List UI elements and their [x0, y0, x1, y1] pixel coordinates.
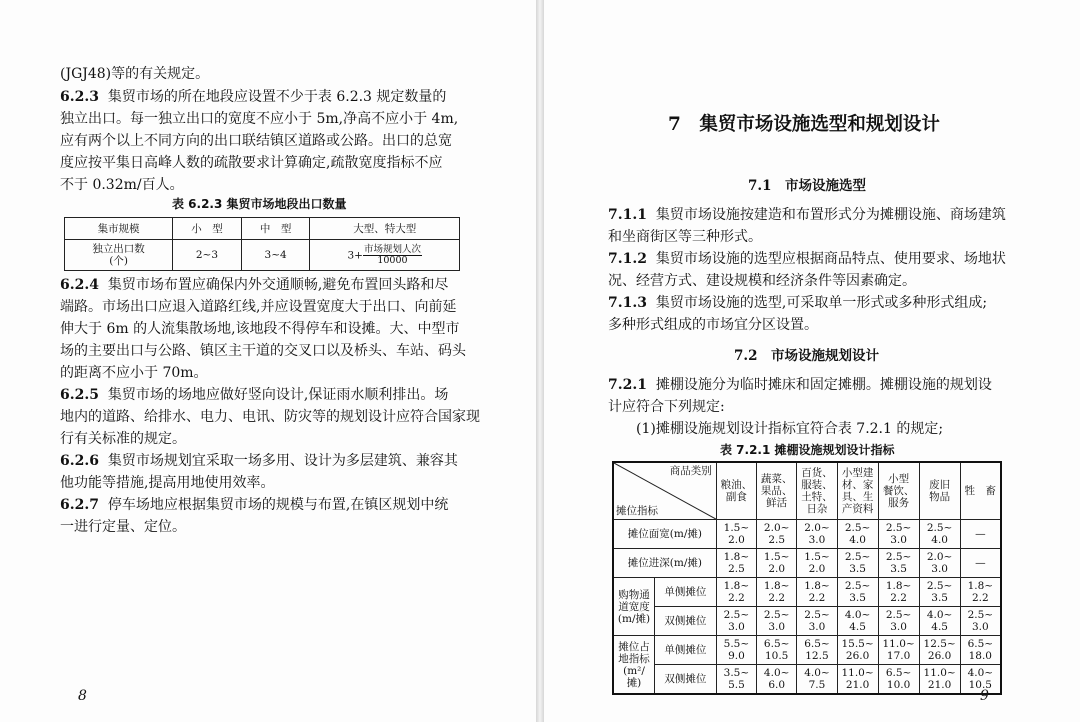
- table-cell: [919, 578, 960, 607]
- table-cell: [878, 549, 919, 578]
- cell-line: 餐饮、: [882, 485, 915, 497]
- table-cell: [878, 607, 919, 636]
- cell-line: 4.0~: [804, 667, 830, 679]
- cell-line: 2.2: [728, 592, 745, 604]
- cell-line: 2.5~: [844, 580, 871, 592]
- table-cell: 3~4: [241, 240, 310, 271]
- clause-number: 6.2.6: [60, 453, 99, 469]
- table-cell: [960, 636, 1001, 665]
- chapter-title: 7 集贸市场设施选型和规划设计: [668, 114, 940, 135]
- category-header: [837, 462, 878, 520]
- cell-line: 3.5: [890, 563, 907, 575]
- clause-number: 6.2.5: [60, 387, 99, 403]
- sub-row-label: [655, 636, 717, 665]
- cell-line: 1.8~: [723, 580, 750, 592]
- cell-line: 3.0: [890, 621, 907, 633]
- clause-text: 摊棚设施分为临时摊床和固定摊棚。摊棚设施的规划设: [655, 377, 992, 393]
- cell-line: 2.5~: [967, 609, 994, 621]
- table-cell: [878, 578, 919, 607]
- table-cell: [757, 520, 797, 549]
- cell-line: 9.0: [728, 650, 745, 662]
- cell-line: 道宽度: [618, 600, 650, 613]
- cell-line: 2.0: [728, 534, 745, 546]
- cell-line: 3.0: [971, 621, 989, 633]
- cell-line: 2.5~: [763, 609, 790, 621]
- clause-number: 6.2.7: [60, 497, 99, 513]
- cell-line: 15.5~: [841, 638, 874, 650]
- table-corner-cell: [613, 462, 716, 520]
- clause-number: 7.1.2: [608, 251, 647, 267]
- cell-line: 12.5: [805, 650, 829, 662]
- paragraph-7-2-1-line: [608, 374, 992, 397]
- text-line: 多种形式组成的市场宜分区设置。: [608, 317, 818, 333]
- table-cell: [716, 636, 756, 665]
- table-cell: [716, 549, 756, 578]
- text-line: 场的主要出口与公路、镇区主干道的交叉口以及桥头、车站、码头: [60, 343, 466, 359]
- cell-line: 6.5~: [885, 667, 912, 679]
- category-header: [919, 462, 960, 520]
- cell-line: 2.5~: [885, 522, 912, 534]
- cell-line: 18.0: [968, 650, 992, 662]
- text-line: 的距离不应小于 70m。: [60, 365, 208, 381]
- category-header: [797, 462, 837, 520]
- cell-line: 双侧摊位: [664, 615, 707, 627]
- text-line: 计应符合下列规定:: [608, 399, 725, 415]
- cell-line: 6.5~: [763, 638, 790, 650]
- cell-line: 2.5: [768, 534, 786, 546]
- table-cell: [960, 607, 1001, 636]
- cell-line: 2.2: [768, 592, 786, 604]
- table-cell: [757, 607, 797, 636]
- cell-line: 12.5~: [923, 638, 956, 650]
- table-cell: [919, 549, 960, 578]
- cell-line: 4.0~: [763, 667, 790, 679]
- cell-line: —: [975, 557, 986, 569]
- cell-line: 10.5: [764, 650, 789, 662]
- cell-line: 单侧摊位: [664, 586, 707, 598]
- cell-line: 6.0: [768, 679, 786, 691]
- text-line: 度应按平集日高峰人数的疏散要求计算确定,疏散宽度指标不应: [60, 155, 443, 171]
- group-label: [613, 578, 655, 636]
- corner-top-label: 商品类别: [669, 465, 712, 477]
- cell-line: 副食: [725, 491, 747, 503]
- cell-line: 4.0: [931, 534, 948, 546]
- table-cell: [797, 549, 837, 578]
- category-header: [716, 462, 756, 520]
- cell-line: 具、生: [841, 491, 874, 503]
- clause-text: 集贸市场的场地应做好竖向设计,保证雨水顺利排出。场: [107, 387, 449, 403]
- clause-text: 集贸市场设施按建造和布置形式分为摊棚设施、商场建筑: [655, 207, 1006, 223]
- paragraph-6-2-5-line: [60, 384, 448, 407]
- cell-line: 地指标: [618, 652, 650, 665]
- cell-line: —: [975, 528, 986, 540]
- cell-line: 4.5: [931, 621, 948, 633]
- cell-line: 6.5~: [967, 638, 994, 650]
- cell-line: 摊位面宽(m/摊): [627, 528, 702, 540]
- cell-line: 2.2: [971, 592, 989, 604]
- table-cell: [716, 607, 756, 636]
- cell-line: 21.0: [845, 679, 870, 691]
- cell-line: 2.5~: [885, 609, 912, 621]
- section-heading: 7.2 市场设施规划设计: [734, 348, 879, 364]
- cell-line: 2.5~: [844, 551, 871, 563]
- cell-line: 3.0: [931, 563, 948, 575]
- row-label-line: (个): [109, 255, 128, 267]
- cell-line: 百货、: [801, 467, 833, 479]
- cell-line: 2.0~: [926, 551, 953, 563]
- cell-line: 物品: [929, 491, 951, 503]
- cell-line: 2.5~: [844, 522, 871, 534]
- cell-line: 购物通: [618, 588, 650, 601]
- cell-line: 4.5: [849, 621, 866, 633]
- cell-line: 6.5~: [804, 638, 830, 650]
- table-cell: [757, 636, 797, 665]
- fraction-numerator: 市场规划人次: [363, 243, 421, 255]
- text-line: 行有关标准的规定。: [60, 431, 186, 447]
- table-cell: [797, 665, 837, 695]
- clause-number: 6.2.4: [60, 277, 99, 293]
- paragraph-6-2-6-line: [60, 450, 458, 473]
- table-caption: 表 7.2.1 摊棚设施规划设计指标: [720, 443, 895, 457]
- sub-row-label: [655, 607, 717, 636]
- cell-line: 2.0: [808, 563, 826, 575]
- fraction-denominator: 10000: [377, 254, 408, 266]
- cell-line: 11.0~: [923, 667, 956, 679]
- table-cell: [757, 578, 797, 607]
- clause-text: 集贸市场规划宜采取一场多用、设计为多层建筑、兼容其: [107, 453, 458, 469]
- cell-line: 日杂: [806, 503, 828, 515]
- cell-line: 1.8~: [763, 580, 790, 592]
- clause-text: 集贸市场的所在地段应设置不少于表 6.2.3 规定数量的: [107, 89, 447, 105]
- table-cell: [797, 607, 837, 636]
- text-line: 他功能等措施,提高用地使用效率。: [60, 475, 275, 491]
- cell-line: 5.5: [728, 679, 745, 691]
- clause-number: 6.2.3: [60, 89, 99, 105]
- text-line: 和坐商街区等三种形式。: [608, 229, 762, 245]
- cell-line: 小型: [888, 473, 910, 485]
- clause-text: 停车场地应根据集贸市场的规模与布置,在镇区规划中统: [107, 497, 449, 513]
- table-cell: [878, 665, 919, 695]
- category-header: [757, 462, 797, 520]
- paragraph-7-1-1-line: [608, 204, 1006, 227]
- cell-line: 11.0~: [841, 667, 874, 679]
- left-page: [0, 0, 536, 722]
- table-cell: [837, 607, 878, 636]
- cell-line: 2.0~: [763, 522, 790, 534]
- text-line: 不于 0.32m/百人。: [60, 177, 184, 193]
- cell-line: 1.5~: [723, 522, 750, 534]
- cell-line: 3.0: [890, 534, 907, 546]
- cell-line: 3.5: [849, 563, 866, 575]
- table-cell: [797, 520, 837, 549]
- table-cell: [716, 578, 756, 607]
- table-cell: [919, 665, 960, 695]
- cell-line: 双侧摊位: [664, 673, 707, 685]
- table-header: 小 型: [173, 218, 242, 240]
- cell-line: 服务: [888, 497, 910, 509]
- cell-line: 3.0: [808, 621, 826, 633]
- cell-line: 粮油、: [720, 479, 753, 491]
- paragraph-6-2-4-line: [60, 274, 448, 297]
- cell-line: 1.8~: [967, 580, 994, 592]
- table-cell: [878, 636, 919, 665]
- table-cell: [837, 665, 878, 695]
- page-number: 8: [78, 688, 87, 704]
- table-cell: [878, 520, 919, 549]
- cell-line: 1.8~: [885, 580, 912, 592]
- book-gutter: [536, 0, 544, 722]
- clause-text: 集贸市场设施的选型,可采取单一形式或多种形式组成;: [655, 295, 988, 311]
- cell-line: 3.0: [808, 534, 826, 546]
- table-cell: [837, 578, 878, 607]
- table-header: 大型、特大型: [310, 218, 460, 240]
- cell-line: 10.5: [968, 679, 992, 691]
- text-line: 一进行定量、定位。: [60, 519, 186, 535]
- clause-number: 7.1.3: [608, 295, 647, 311]
- cell-line: 果品、: [760, 485, 793, 497]
- table-caption: 表 6.2.3 集贸市场地段出口数量: [172, 197, 347, 211]
- section-heading: 7.1 市场设施选型: [748, 178, 866, 194]
- paragraph-6-2-7-line: [60, 494, 448, 517]
- cell-line: 材、家: [841, 479, 874, 491]
- category-header: [960, 462, 1001, 520]
- text-line: 地内的道路、给排水、电力、电讯、防灾等的规划设计应符合国家现: [60, 409, 480, 425]
- cell-line: 17.0: [886, 650, 911, 662]
- cell-line: 2.0: [768, 563, 786, 575]
- cell-line: 3.0: [728, 621, 745, 633]
- cell-line: 3.5: [849, 592, 866, 604]
- text-line: 独立出口。每一独立出口的宽度不应小于 5m,净高不应小于 4m,: [60, 111, 459, 127]
- page-number: 9: [980, 688, 989, 704]
- cell-line: 鲜活: [766, 497, 788, 509]
- cell-line: 4.0~: [926, 609, 953, 621]
- cell-line: 1.5~: [763, 551, 790, 563]
- table-cell: [716, 665, 756, 695]
- cell-line: 26.0: [845, 650, 870, 662]
- row-label-line: 独立出口数: [92, 243, 145, 255]
- fraction: [363, 245, 422, 266]
- paragraph-7-1-2-line: [608, 248, 1006, 271]
- cell-line: 2.2: [808, 592, 826, 604]
- cell-line: 11.0~: [882, 638, 915, 650]
- table-cell: [837, 549, 878, 578]
- group-label: [613, 636, 655, 695]
- cell-line: 4.0~: [844, 609, 871, 621]
- sub-row-label: [655, 578, 717, 607]
- text-line: 端路。市场出口应退入道路红线,并应设置宽度大于出口、向前延: [60, 299, 457, 315]
- clause-text: 集贸市场设施的选型应根据商品特点、使用要求、场地状: [655, 251, 1006, 267]
- row-label: [613, 549, 716, 578]
- clause-number: 7.1.1: [608, 207, 647, 223]
- cell-line: 产资料: [841, 503, 874, 515]
- cell-line: (m/摊): [617, 612, 651, 625]
- table-7-2-1: [612, 461, 1002, 695]
- table-header: 集市规模: [65, 218, 173, 240]
- table-cell: [716, 520, 756, 549]
- cell-line: 1.5~: [804, 551, 830, 563]
- text-line: 伸大于 6m 的人流集散场地,该地段不得停车和设摊。大、中型市: [60, 321, 460, 337]
- table-cell: 2~3: [173, 240, 242, 271]
- cell-line: 7.5: [808, 679, 826, 691]
- category-header: [878, 462, 919, 520]
- table-cell: [837, 636, 878, 665]
- table-cell-formula: [310, 240, 460, 271]
- cell-line: 1.8~: [723, 551, 750, 563]
- table-cell: [919, 520, 960, 549]
- cell-line: 蔬菜、: [760, 473, 793, 485]
- cell-line: 2.2: [890, 592, 907, 604]
- cell-line: 2.5~: [926, 522, 953, 534]
- cell-line: 摊位占: [618, 640, 650, 653]
- table-6-2-3: [64, 217, 460, 271]
- cell-line: 21.0: [927, 679, 952, 691]
- table-cell: [757, 665, 797, 695]
- cell-line: 2.0~: [804, 522, 830, 534]
- cell-line: 10.0: [886, 679, 911, 691]
- table-row-label: [65, 240, 173, 271]
- cell-line: 小型建: [841, 467, 874, 479]
- table-cell: [797, 578, 837, 607]
- cell-line: 牲 畜: [964, 485, 997, 497]
- table-header: 中 型: [241, 218, 310, 240]
- paragraph-6-2-3-line: [60, 86, 446, 109]
- clause-text: 集贸市场布置应确保内外交通顺畅,避免布置回头路和尽: [107, 277, 449, 293]
- cell-line: 3.0: [768, 621, 786, 633]
- row-label: [613, 520, 716, 549]
- formula-prefix: 3+: [347, 249, 363, 261]
- table-cell: [919, 607, 960, 636]
- table-cell: [960, 549, 1001, 578]
- cell-line: 摊位进深(m/摊): [627, 557, 702, 569]
- cell-line: 废旧: [929, 479, 951, 491]
- cell-line: 2.5~: [926, 580, 953, 592]
- cell-line: (m²/摊): [623, 664, 645, 689]
- cell-line: 服装、: [801, 479, 833, 491]
- text-line: (JGJ48)等的有关规定。: [60, 66, 210, 82]
- cell-line: 单侧摊位: [664, 644, 707, 656]
- cell-line: 4.0: [849, 534, 866, 546]
- table-cell: [919, 636, 960, 665]
- cell-line: 土特、: [801, 491, 833, 503]
- table-cell: [960, 578, 1001, 607]
- table-cell: [837, 520, 878, 549]
- table-cell: [960, 520, 1001, 549]
- clause-number: 7.2.1: [608, 377, 647, 393]
- cell-line: 2.5: [728, 563, 745, 575]
- cell-line: 5.5~: [723, 638, 750, 650]
- list-item: (1)摊棚设施规划设计指标宜符合表 7.2.1 的规定;: [636, 421, 944, 437]
- table-cell: [797, 636, 837, 665]
- cell-line: 3.5: [931, 592, 948, 604]
- table-cell: [757, 549, 797, 578]
- sub-row-label: [655, 665, 717, 695]
- paragraph-7-1-3-line: [608, 292, 987, 315]
- text-line: 况、经营方式、建设规模和经济条件等因素确定。: [608, 273, 916, 289]
- cell-line: 2.5~: [804, 609, 830, 621]
- cell-line: 4.0~: [967, 667, 994, 679]
- cell-line: 1.8~: [804, 580, 830, 592]
- text-line: 应有两个以上不同方向的出口联结镇区道路或公路。出口的总宽: [60, 133, 452, 149]
- cell-line: 2.5~: [885, 551, 912, 563]
- cell-line: 3.5~: [723, 667, 750, 679]
- cell-line: 2.5~: [723, 609, 750, 621]
- corner-bottom-label: 摊位指标: [616, 505, 658, 517]
- cell-line: 26.0: [927, 650, 952, 662]
